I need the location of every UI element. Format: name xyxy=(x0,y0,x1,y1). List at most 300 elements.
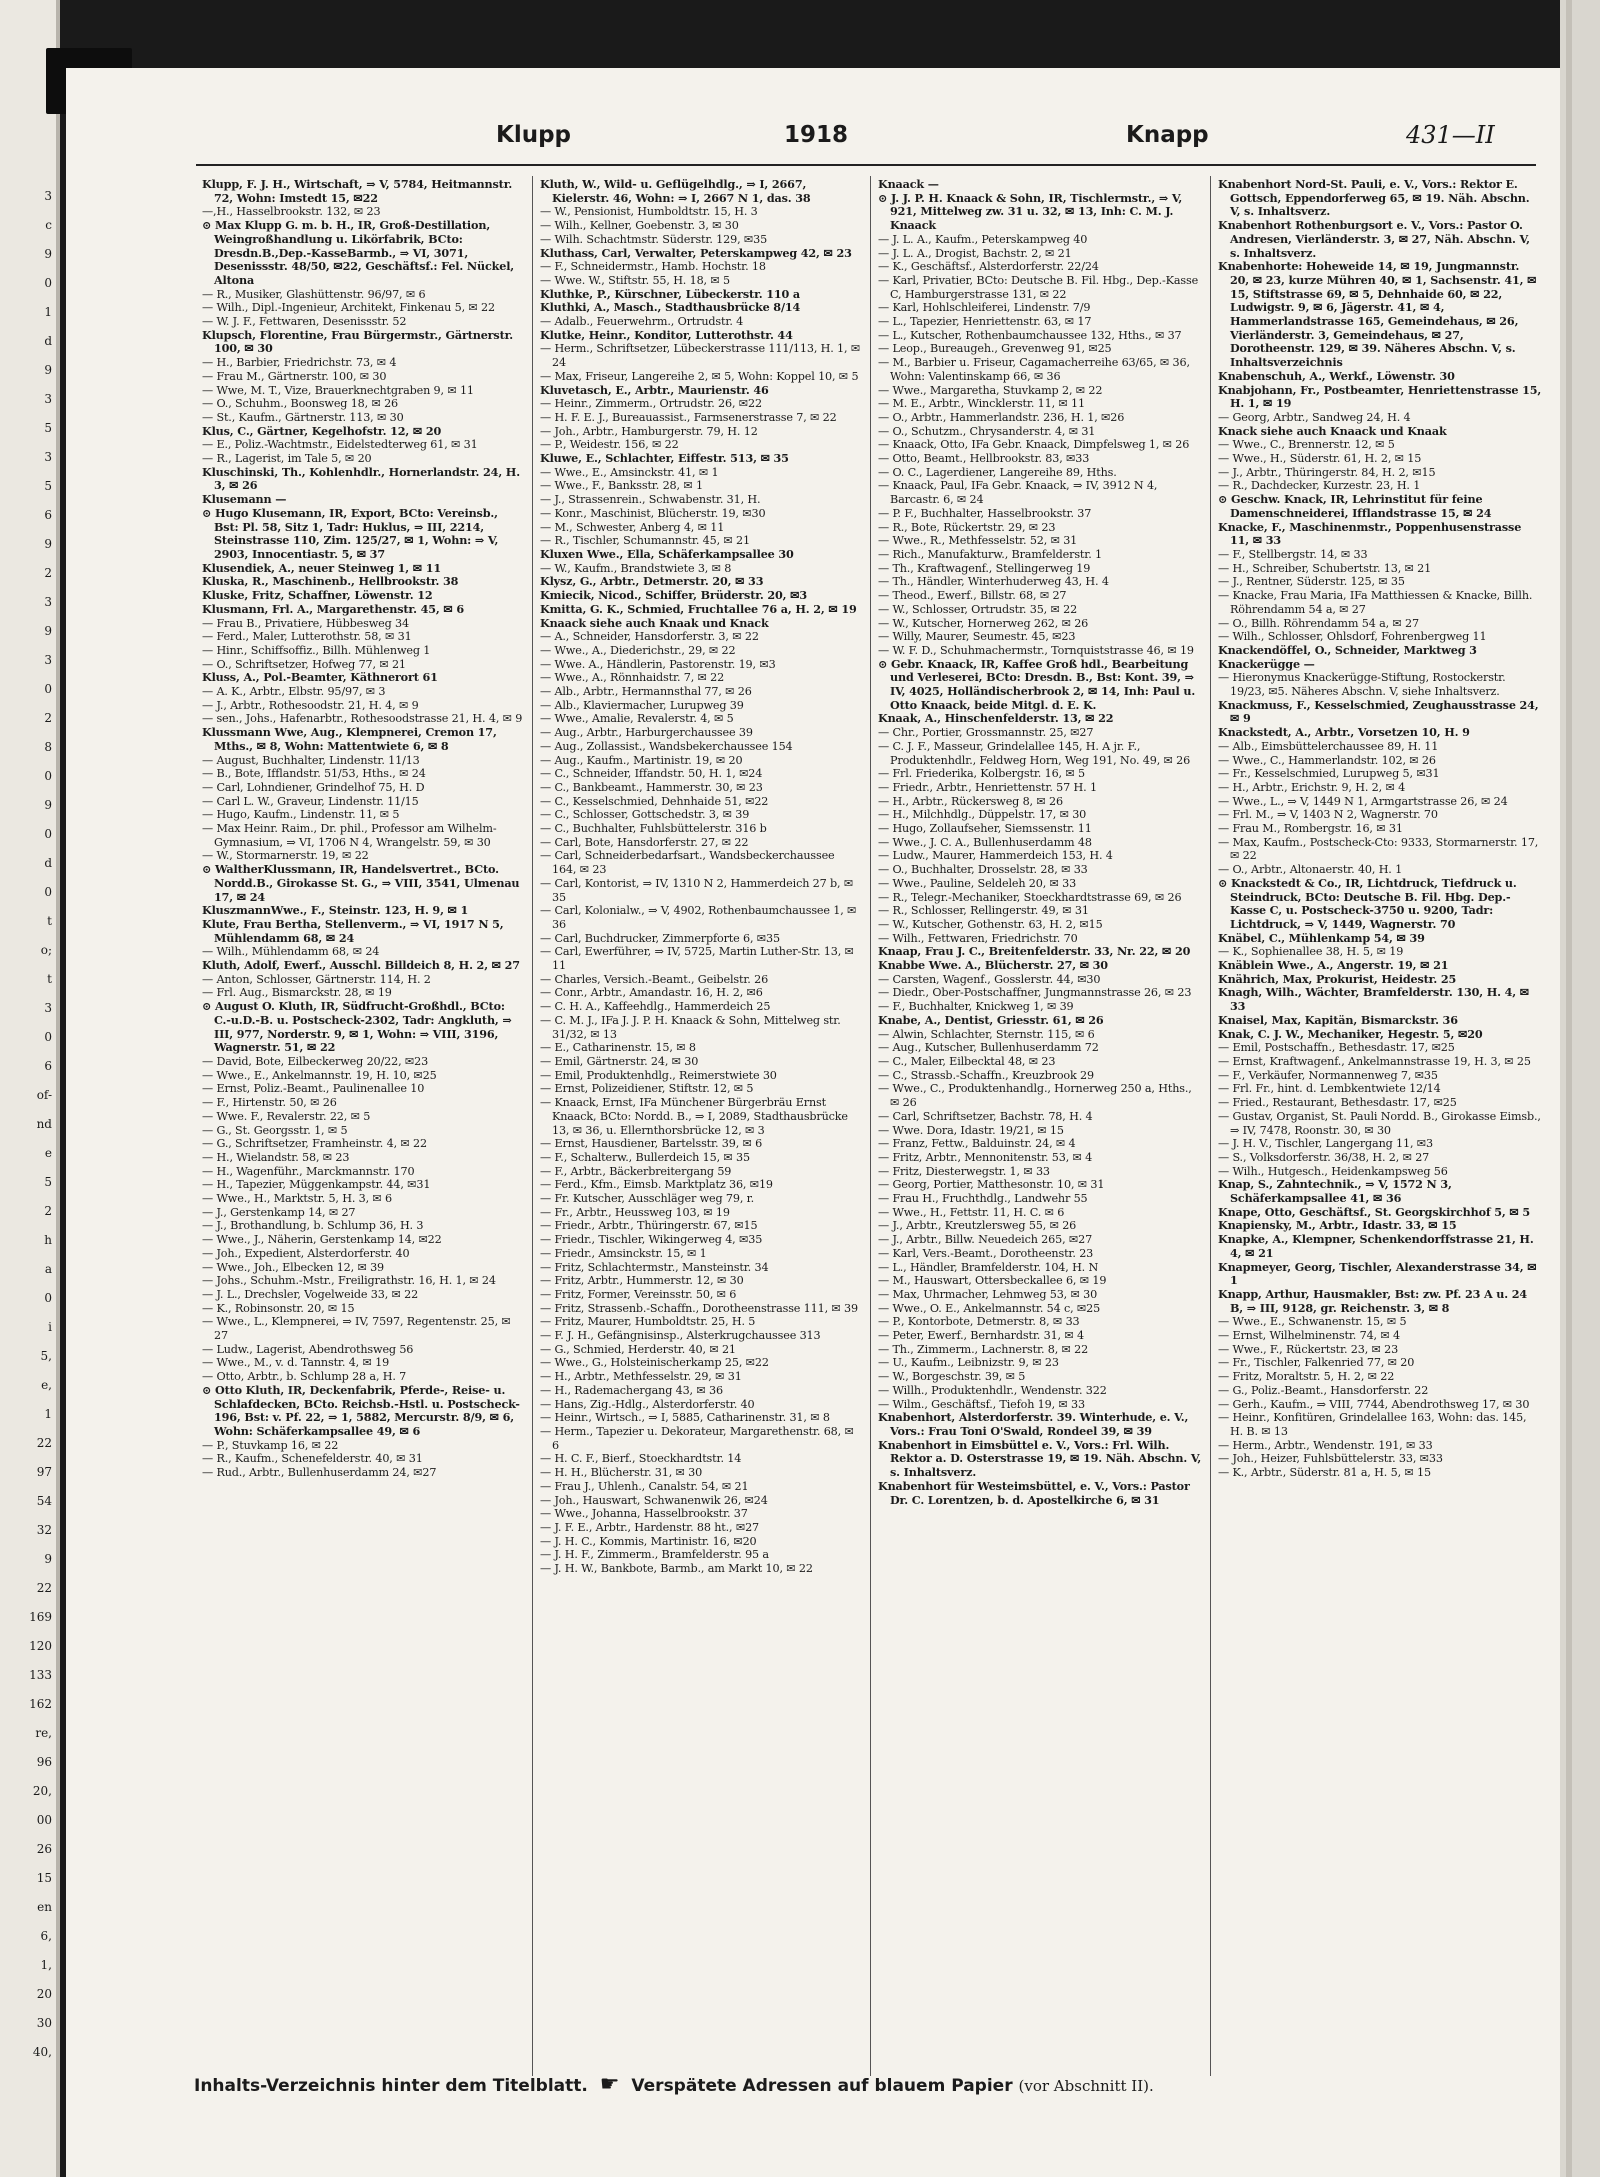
directory-entry: ⊙ Otto Kluth, IR, Deckenfabrik, Pferde-, Reise- u. Schlafdecken, BCto. Reichsb.-Hstl. u. Postscheck-196, Bst: v. Pf. 22, ⇒ 1, 5882, Mercurstr. 8/9, ✉ 6, Wohn: Schäferkampsallee 49, ✉ 6 xyxy=(202,1382,520,1438)
directory-entry: — Otto, Arbtr., b. Schlump 28 a, H. 7 xyxy=(202,1370,407,1384)
directory-entry: — Carl, Bote, Hansdorferstr. 27, ✉ 22 xyxy=(540,835,749,849)
directory-entry: — Fritz, Diesterwegstr. 1, ✉ 33 xyxy=(878,1164,1050,1178)
directory-entry: — Fr. Kutscher, Ausschläger weg 79, r. xyxy=(540,1192,755,1206)
directory-entry: — Frau M., Rombergstr. 16, ✉ 31 xyxy=(1218,822,1403,836)
directory-entry: Knapke, A., Klempner, Schenkendorffstrasse 21, H. 4, ✉ 21 xyxy=(1218,1232,1538,1260)
directory-entry: — Wwe., J. C. A., Bullenhuserdamm 48 xyxy=(878,835,1092,849)
directory-entry: — Friedr., Tischler, Wikingerweg 4, ✉35 xyxy=(540,1233,763,1247)
directory-entry: — W., Kaufm., Brandstwiete 3, ✉ 8 xyxy=(540,561,732,575)
directory-entry: — H., Barbier, Friedrichstr. 73, ✉ 4 xyxy=(202,356,397,370)
directory-entry: — J. L. A., Drogist, Bachstr. 2, ✉ 21 xyxy=(878,246,1072,260)
directory-entry: — Heinr., Wirtsch., ⇒ I, 5885, Catharinenstr. 31, ✉ 8 xyxy=(540,1411,830,1425)
directory-entry: — P., Kontorbote, Detmerstr. 8, ✉ 33 xyxy=(878,1315,1080,1329)
directory-entry: — W., Kutscher, Gothenstr. 63, H. 2, ✉15 xyxy=(878,917,1103,931)
directory-entry: — Knacke, Frau Maria, IFa Matthiessen & Knacke, Billh. Röhrendamm 54 a, ✉ 27 xyxy=(1218,589,1536,616)
page-number: 431—II xyxy=(1406,121,1495,149)
directory-entry: — R., Tischler, Schumannstr. 45, ✉ 21 xyxy=(540,534,750,548)
directory-entry: Kluska, R., Maschinenb., Hellbrookstr. 38 xyxy=(202,574,459,589)
directory-entry: — P., Stuvkamp 16, ✉ 22 xyxy=(202,1438,339,1452)
directory-entry: — sen., Johs., Hafenarbtr., Rothesoodstrasse 21, H. 4, ✉ 9 xyxy=(202,712,523,726)
directory-entry: Kmitta, G. K., Schmied, Fruchtallee 76 a, H. 2, ✉ 19 xyxy=(540,601,857,616)
previous-page-fragment: a xyxy=(44,1262,52,1276)
directory-entry: Knapp, Arthur, Hausmakler, Bst: zw. Pf. 23 A u. 24 B, ⇒ III, 9128, gr. Reichenstr. 3, ✉ 8 xyxy=(1218,1286,1531,1315)
previous-page-fragment: of- xyxy=(36,1088,52,1102)
directory-entry: — R., Musiker, Glashüttenstr. 96/97, ✉ 6 xyxy=(202,287,426,301)
directory-entry: Kluxen Wwe., Ella, Schäferkampsallee 30 xyxy=(540,546,794,561)
directory-entry: — E., Catharinenstr. 15, ✉ 8 xyxy=(540,1041,696,1055)
directory-entry: Klupsch, Florentine, Frau Bürgermstr., Gärtnerstr. 100, ✉ 30 xyxy=(202,327,517,356)
directory-entry: Knack siehe auch Knaack und Knaak xyxy=(1218,423,1447,438)
directory-entry: Knabenhorte: Hoheweide 14, ✉ 19, Jungmannstr. 20, ✉ 23, kurze Mühren 40, ✉ 1, Sachsenstr. 41, ✉ 15, Stiftstrasse 69, ✉ 5, Dehnhaide 60, ✉ 22, Ludwigstr. 9, ✉ 6, Jägerstr. 41, ✉ 4, Hammerlandstrasse 165, Gemeindehaus, ✉ 26, Vierländerstr. 3, Gemeindehaus, ✉ 27, Dorotheenstr. 129, ✉ 39. Näheres Abschn. V, s. Inhaltsverzeichnis xyxy=(1218,259,1541,370)
directory-entry: — H., Milchhdlg., Düppelstr. 17, ✉ 30 xyxy=(878,808,1087,822)
previous-page-fragment: 97 xyxy=(36,1465,52,1479)
directory-entry: — Friedr., Arbtr., Thüringerstr. 67, ✉15 xyxy=(540,1219,758,1233)
directory-entry: — J. H. V., Tischler, Langergang 11, ✉3 xyxy=(1218,1137,1433,1151)
directory-entry: — August, Buchhalter, Lindenstr. 11/13 xyxy=(202,753,420,767)
directory-entry: — Wwe., F., Rückertstr. 23, ✉ 23 xyxy=(1218,1342,1399,1356)
directory-entry: — Wilh., Fettwaren, Friedrichstr. 70 xyxy=(878,931,1078,945)
page-footer xyxy=(194,2074,1554,2097)
previous-page-fragment: t xyxy=(47,972,52,986)
directory-entry: — Leop., Bureaugeh., Grevenweg 91, ✉25 xyxy=(878,342,1112,356)
directory-entry: — W., Pensionist, Humboldtstr. 15, H. 3 xyxy=(540,205,758,219)
directory-entry: — F., Hirtenstr. 50, ✉ 26 xyxy=(202,1096,337,1110)
previous-page-fragment: 22 xyxy=(36,1581,52,1595)
directory-entry: — Fritz, Strassenb.-Schaffn., Dorotheenstrasse 111, ✉ 39 xyxy=(540,1301,858,1315)
directory-entry: — Adalb., Feuerwehrm., Ortrudstr. 4 xyxy=(540,315,744,329)
directory-entry: Kmiecik, Nicod., Schiffer, Brüderstr. 20, ✉3 xyxy=(540,588,808,603)
previous-page-fragment: 15 xyxy=(36,1871,52,1885)
previous-page-fragment: 8 xyxy=(44,740,52,754)
directory-entry: — M., Barbier u. Friseur, Cagamacherreihe 63/65, ✉ 36, Wohn: Valentinskamp 66, ✉ 36 xyxy=(878,356,1194,383)
directory-entry: — O., Schuhm., Boonsweg 18, ✉ 26 xyxy=(202,397,399,411)
column-1 xyxy=(202,178,524,2068)
directory-entry: — J., Brothandlung, b. Schlump 36, H. 3 xyxy=(202,1219,424,1233)
column-2 xyxy=(540,178,862,2068)
directory-entry: — Th., Kraftwagenf., Stellingerweg 19 xyxy=(878,561,1091,575)
directory-entry: — Wilh., Hutgesch., Heidenkampsweg 56 xyxy=(1218,1164,1448,1178)
directory-entry: Kluschinski, Th., Kohlenhdlr., Hornerlandstr. 24, H. 3, ✉ 26 xyxy=(202,464,524,493)
directory-entry: — Wwe., R., Methfesselstr. 52, ✉ 31 xyxy=(878,534,1078,548)
directory-entry: — Johs., Schuhm.-Mstr., Freiligrathstr. 16, H. 1, ✉ 24 xyxy=(202,1274,496,1288)
directory-entry: Knabenhort für Westeimsbüttel, e. V., Vors.: Pastor Dr. C. Lorentzen, b. d. Apostelkirche 6, ✉ 31 xyxy=(878,1478,1194,1507)
directory-entry: — C., Strassb.-Schaffn., Kreuzbrook 29 xyxy=(878,1068,1094,1082)
previous-page-fragment: 2 xyxy=(44,1204,52,1218)
directory-entry: — H., Schreiber, Schubertstr. 13, ✉ 21 xyxy=(1218,561,1432,575)
column-3 xyxy=(878,177,1205,2068)
directory-entry: — Ferd., Maler, Lutterothstr. 58, ✉ 31 xyxy=(202,630,412,644)
directory-entry: — Wwe., Johanna, Hasselbrookstr. 37 xyxy=(540,1507,748,1521)
previous-page-fragment: 54 xyxy=(36,1494,52,1508)
directory-entry: — Carl, Buchdrucker, Zimmerpforte 6, ✉35 xyxy=(540,931,780,945)
directory-entry: Knabenschuh, A., Werkf., Löwenstr. 30 xyxy=(1218,368,1455,383)
directory-entry: — Franz, Fettw., Balduinstr. 24, ✉ 4 xyxy=(878,1137,1076,1151)
previous-page-fragment: 22 xyxy=(36,1436,52,1450)
previous-page-fragment: 9 xyxy=(44,624,52,638)
directory-entry: Kluvetasch, E., Arbtr., Maurienstr. 46 xyxy=(540,382,769,397)
directory-entry: — H., Wielandstr. 58, ✉ 23 xyxy=(202,1150,350,1164)
binding-shadow xyxy=(1566,0,1572,2177)
directory-entry: — W., Schlosser, Ortrudstr. 35, ✉ 22 xyxy=(878,602,1078,616)
directory-entry: — E., Poliz.-Wachtmstr., Eidelstedterweg 61, ✉ 31 xyxy=(202,438,478,452)
directory-entry: — O., Schutzm., Chrysanderstr. 4, ✉ 31 xyxy=(878,424,1096,438)
directory-entry: — Fritz, Arbtr., Hummerstr. 12, ✉ 30 xyxy=(540,1274,744,1288)
directory-entry: — Hugo, Kaufm., Lindenstr. 11, ✉ 5 xyxy=(202,808,400,822)
directory-entry: — Th., Händler, Winterhuderweg 43, H. 4 xyxy=(878,575,1109,589)
previous-page-fragment: 5 xyxy=(44,479,52,493)
directory-entry: — J., Gerstenkamp 14, ✉ 27 xyxy=(202,1205,356,1219)
previous-page-fragment: 3 xyxy=(44,653,52,667)
header-rule xyxy=(196,164,1536,166)
directory-entry: — Carl L. W., Graveur, Lindenstr. 11/15 xyxy=(202,794,419,808)
page-header xyxy=(66,120,1566,160)
directory-entry: — Rud., Arbtr., Bullenhuserdamm 24, ✉27 xyxy=(202,1466,437,1480)
directory-entry: — F., Buchhalter, Knickweg 1, ✉ 39 xyxy=(878,1000,1074,1014)
directory-entry: Klusendiek, A., neuer Steinweg 1, ✉ 11 xyxy=(202,560,441,575)
previous-page-fragment: t xyxy=(47,914,52,928)
directory-entry: — Wwe, M. T., Vize, Brauerknechtgraben 9, ✉ 11 xyxy=(202,383,474,397)
directory-entry: — Carl, Lohndiener, Grindelhof 75, H. D xyxy=(202,780,425,794)
directory-entry: — Emil, Postschaffn., Bethesdastr. 17, ✉25 xyxy=(1218,1041,1455,1055)
previous-page-fragment: i xyxy=(48,1320,52,1334)
directory-entry: — Frl. M., ⇒ V, 1403 N 2, Wagnerstr. 70 xyxy=(1218,808,1438,822)
directory-entry: Knaak, A., Hinschenfelderstr. 13, ✉ 22 xyxy=(878,711,1114,726)
previous-page-fragment: en xyxy=(37,1900,52,1914)
directory-entry: — Th., Zimmerm., Lachnerstr. 8, ✉ 22 xyxy=(878,1342,1089,1356)
directory-entry: — J. H. W., Bankbote, Barmb., am Markt 10, ✉ 22 xyxy=(540,1562,813,1576)
directory-entry: — Ernst, Hausdiener, Bartelsstr. 39, ✉ 6 xyxy=(540,1137,763,1151)
directory-entry: — Chr., Portier, Grossmannstr. 25, ✉27 xyxy=(878,726,1094,740)
column-divider xyxy=(870,176,871,2076)
directory-entry: — Otto, Beamt., Hellbrookstr. 83, ✉33 xyxy=(878,452,1090,466)
directory-entry: Knabenhort, Alsterdorferstr. 39. Winterhude, e. V., Vors.: Frau Toni O'Swald, Rondeel 39, ✉ 39 xyxy=(878,1410,1192,1438)
directory-entry: — Fritz, Schlachtermstr., Mansteinstr. 34 xyxy=(540,1260,769,1274)
footer-index-note: Inhalts-Verzeichnis hinter dem Titelblatt. xyxy=(194,2076,588,2096)
previous-page-fragment: 6, xyxy=(40,1929,52,1943)
directory-entry: — Frau H., Fruchthdlg., Landwehr 55 xyxy=(878,1192,1088,1206)
directory-entry: — W. F. D., Schuhmachermstr., Tornquiststrasse 46, ✉ 19 xyxy=(878,643,1194,657)
directory-entry: ⊙ J. J. P. H. Knaack & Sohn, IR, Tischlermstr., ⇒ V, 921, Mittelweg zw. 31 u. 32, ✉ 13, Inh: C. M. J. Knaack xyxy=(878,190,1186,233)
directory-entry: — Joh., Expedient, Alsterdorferstr. 40 xyxy=(202,1246,410,1260)
directory-entry: — K., Sophienallee 38, H. 5, ✉ 19 xyxy=(1218,945,1404,959)
directory-entry: — R., Lagerist, im Tale 5, ✉ 20 xyxy=(202,452,372,466)
directory-entry: — Wwe. A., Händlerin, Pastorenstr. 19, ✉3 xyxy=(540,657,776,671)
directory-entry: — Joh., Heizer, Fuhlsbüttelerstr. 33, ✉33 xyxy=(1218,1452,1443,1466)
directory-entry: — P. F., Buchhalter, Hasselbrookstr. 37 xyxy=(878,506,1092,520)
directory-entry: — Friedr., Arbtr., Henriettenstr. 57 H. 1 xyxy=(878,780,1097,794)
directory-entry: — Wwe. Dora, Idastr. 19/21, ✉ 15 xyxy=(878,1123,1064,1137)
directory-entry: ⊙ August O. Kluth, IR, Südfrucht-Großhdl., BCto: C.-u.D.-B. u. Postscheck-2302, Tadr: Angkluth, ⇒ III, 977, Norderstr. 9, ✉ 1, Wohn: ⇒ VIII, 3196, Wagnerstr. 51, ✉ 22 xyxy=(202,999,516,1055)
directory-entry: Knaack — xyxy=(878,177,939,191)
previous-page-fragment: 40, xyxy=(32,2045,52,2059)
directory-entry: — Wwe., H., Süderstr. 61, H. 2, ✉ 15 xyxy=(1218,452,1422,466)
directory-entry: Kluthke, P., Kürschner, Lübeckerstr. 110 a xyxy=(540,286,801,301)
directory-entry: — Fritz, Moraltstr. 5, H. 2, ✉ 22 xyxy=(1218,1370,1395,1384)
directory-entry: — Hans, Zig.-Hdlg., Alsterdorferstr. 40 xyxy=(540,1397,755,1411)
directory-entry: Knackstedt, A., Arbtr., Vorsetzen 10, H. 9 xyxy=(1218,725,1470,740)
directory-entry: Klussmann Wwe, Aug., Klempnerei, Cremon 17, Mths., ✉ 8, Wohn: Mattentwiete 6, ✉ 8 xyxy=(202,725,501,753)
directory-entry: Knagh, Wilh., Wächter, Bramfelderstr. 130, H. 4, ✉ 33 xyxy=(1218,985,1533,1014)
directory-entry: — Hieronymus Knackerügge-Stiftung, Rostockerstr. 19/23, ✉5. Näheres Abschn. V, siehe Inhaltsverz. xyxy=(1218,671,1509,699)
directory-entry: — H., Arbtr., Rückersweg 8, ✉ 26 xyxy=(878,794,1063,808)
previous-page-fragment: 0 xyxy=(44,1030,52,1044)
directory-entry: Knabenhort Rothenburgsort e. V., Vors.: Pastor O. Andresen, Vierländerstr. 3, ✉ 27, Näh. Abschn. V, s. Inhaltsverz. xyxy=(1218,218,1534,260)
previous-page-fragment: 0 xyxy=(44,827,52,841)
directory-entry: — R., Schlosser, Rellingerstr. 49, ✉ 31 xyxy=(878,904,1089,918)
directory-entry: — M. E., Arbtr., Wincklerstr. 11, ✉ 11 xyxy=(878,397,1085,411)
directory-entry: ⊙ Knackstedt & Co., IR, Lichtdruck, Tiefdruck u. Steindruck, BCto: Deutsche B. Fil. Hbg. Dep.-Kasse C, u. Postscheck-3750 u. 9200, Tadr: Lichtdruck, ⇒ V, 1449, Wagnerstr. 70 xyxy=(1218,875,1521,931)
directory-entry: — J. F. E., Arbtr., Hardenstr. 88 ht., ✉27 xyxy=(540,1520,760,1534)
directory-entry: — Fr., Kesselschmied, Lurupweg 5, ✉31 xyxy=(1218,767,1440,781)
directory-entry: — Karl, Hohlschleiferei, Lindenstr. 7/9 xyxy=(878,301,1091,315)
directory-entry: — Georg, Arbtr., Sandweg 24, H. 4 xyxy=(1218,410,1411,424)
directory-entry: Knabenhort Nord-St. Pauli, e. V., Vors.: Rektor E. Gottsch, Eppendorferweg 65, ✉ 19. Näh. Abschn. V, s. Inhaltsverz. xyxy=(1218,177,1534,219)
directory-entry: — W., Borgeschstr. 39, ✉ 5 xyxy=(878,1370,1026,1384)
directory-entry: — C., Bankbeamt., Hammerstr. 30, ✉ 23 xyxy=(540,780,763,794)
directory-entry: — Frau J., Uhlenh., Canalstr. 54, ✉ 21 xyxy=(540,1479,749,1493)
directory-entry: — Wwe., Joh., Elbecken 12, ✉ 39 xyxy=(202,1260,385,1274)
directory-entry: — Emil, Gärtnerstr. 24, ✉ 30 xyxy=(540,1055,699,1068)
directory-entry: — W. J. F., Fettwaren, Desenissstr. 52 xyxy=(202,315,407,329)
directory-entry: — Joh., Hauswart, Schwanenwik 26, ✉24 xyxy=(540,1493,768,1507)
directory-entry: — Ludw., Lagerist, Abendrothsweg 56 xyxy=(202,1342,414,1356)
footer-late-addresses-note: Verspätete Adressen auf blauem Papier xyxy=(631,2076,1013,2096)
column-divider xyxy=(1210,176,1211,2076)
directory-entry: — Willh., Produktenhdlr., Wendenstr. 322 xyxy=(878,1383,1107,1397)
directory-entry: — Wilm., Geschäftsf., Tiefoh 19, ✉ 33 xyxy=(878,1397,1085,1411)
previous-page-fragment: 32 xyxy=(36,1523,52,1537)
previous-page-fragment: 169 xyxy=(29,1610,52,1624)
directory-entry: — Max Heinr. Raim., Dr. phil., Professor am Wilhelm-Gymnasium, ⇒ VI, 1706 N 4, Wrangelstr. 59, ✉ 30 xyxy=(202,822,497,849)
previous-page-fragment: 9 xyxy=(44,247,52,261)
header-year: 1918 xyxy=(784,122,849,148)
previous-page-fragment: d xyxy=(44,334,52,348)
directory-entry: — Wwe., Pauline, Seldeleh 20, ✉ 33 xyxy=(878,876,1077,890)
directory-entry: Klupp, F. J. H., Wirtschaft, ⇒ V, 5784, Heitmannstr. 72, Wohn: Imstedt 15, ✉22 xyxy=(202,177,516,205)
directory-entry: — Max, Kaufm., Postscheck-Cto: 9333, Stormarnerstr. 17, ✉ 22 xyxy=(1218,835,1542,863)
directory-entry: — Rich., Manufakturw., Bramfelderstr. 1 xyxy=(878,547,1103,561)
directory-entry: — Knaack, Paul, IFa Gebr. Knaack, ⇒ IV, 3912 N 4, Barcastr. 6, ✉ 24 xyxy=(878,479,1161,507)
directory-entry: — Heinr., Konfitüren, Grindelallee 163, Wohn: das. 145, H. B. ✉ 13 xyxy=(1218,1411,1530,1438)
directory-entry: — Carl, Ewerführer, ⇒ IV, 5725, Martin Luther-Str. 13, ✉ 11 xyxy=(540,945,858,973)
directory-entry: — Fritz, Former, Vereinsstr. 50, ✉ 6 xyxy=(540,1287,737,1301)
directory-entry: — Frau M., Gärtnerstr. 100, ✉ 30 xyxy=(202,369,387,383)
directory-entry: — Wilh., Mühlendamm 68, ✉ 24 xyxy=(202,945,380,959)
directory-entry: — H., Tapezier, Müggenkampstr. 44, ✉31 xyxy=(202,1178,431,1192)
directory-entry: — J. L., Drechsler, Vogelweide 33, ✉ 22 xyxy=(202,1287,419,1301)
directory-entry: — Fr., Arbtr., Heussweg 103, ✉ 19 xyxy=(540,1205,730,1219)
directory-entry: — Georg, Portier, Matthesonstr. 10, ✉ 31 xyxy=(878,1178,1105,1192)
directory-entry: — C., Schneider, Iffandstr. 50, H. 1, ✉24 xyxy=(540,767,763,781)
directory-entry: Knap, S., Zahntechnik., ⇒ V, 1572 N 3, Schäferkampsallee 41, ✉ 36 xyxy=(1218,1177,1456,1206)
directory-entry: Knabenhort in Eimsbüttel e. V., Vors.: Frl. Wilh. Rektor a. D. Osterstrasse 19, ✉ 19. Näh. Abschn. V, s. Inhaltsverz. xyxy=(878,1437,1205,1480)
directory-entry: — C., Schlosser, Gottschedstr. 3, ✉ 39 xyxy=(540,808,750,822)
directory-entry: — Wwe., J., Näherin, Gerstenkamp 14, ✉22 xyxy=(202,1233,442,1247)
directory-entry: — H., Arbtr., Erichstr. 9, H. 2, ✉ 4 xyxy=(1218,780,1406,794)
directory-entry: — Wwe. W., Stiftstr. 55, H. 18, ✉ 5 xyxy=(540,273,730,287)
directory-entry: — Alb., Klaviermacher, Lurupweg 39 xyxy=(540,698,744,712)
directory-entry: — Ludw., Maurer, Hammerdeich 153, H. 4 xyxy=(878,849,1113,863)
directory-entry: — K., Geschäftsf., Alsterdorferstr. 22/24 xyxy=(878,260,1099,274)
directory-entry: — G., Poliz.-Beamt., Hansdorferstr. 22 xyxy=(1218,1383,1429,1397)
directory-entry: Kluthki, A., Masch., Stadthausbrücke 8/14 xyxy=(540,300,801,315)
previous-page-fragment: 162 xyxy=(29,1697,52,1711)
directory-entry: Knäbel, C., Mühlenkamp 54, ✉ 39 xyxy=(1218,930,1425,945)
previous-page-fragment: 6 xyxy=(44,1059,52,1073)
directory-entry: — R., Bote, Rückertstr. 29, ✉ 23 xyxy=(878,520,1056,534)
directory-entry: — Wwe., E., Amsinckstr. 41, ✉ 1 xyxy=(540,465,719,479)
directory-entry: — S., Volksdorferstr. 36/38, H. 2, ✉ 27 xyxy=(1218,1150,1430,1164)
directory-entry: Knapiensky, M., Arbtr., Idastr. 33, ✉ 15 xyxy=(1218,1218,1457,1233)
previous-page-fragment: 0 xyxy=(44,769,52,783)
directory-entry: — J., Arbtr., Kreutzlersweg 55, ✉ 26 xyxy=(878,1219,1077,1233)
previous-page-fragment: o; xyxy=(40,943,52,957)
previous-page-fragment: 5 xyxy=(44,421,52,435)
directory-entry: — Fritz, Maurer, Humboldtstr. 25, H. 5 xyxy=(540,1315,756,1329)
directory-entry: — Ferd., Kfm., Eimsb. Marktplatz 36, ✉19 xyxy=(540,1178,773,1192)
directory-entry: — Wwe., L., ⇒ V, 1449 N 1, Armgartstrasse 26, ✉ 24 xyxy=(1218,794,1508,808)
directory-entry: — Konr., Maschinist, Blücherstr. 19, ✉30 xyxy=(540,506,766,520)
directory-entry: — Wwe., L., Klempnerei, ⇒ IV, 7597, Regentenstr. 25, ✉ 27 xyxy=(202,1315,515,1343)
directory-entry: — H., Rademachergang 43, ✉ 36 xyxy=(540,1383,723,1397)
directory-entry: — Aug., Kaufm., Martinistr. 19, ✉ 20 xyxy=(540,753,743,767)
directory-entry: — Alb., Arbtr., Hermannsthal 77, ✉ 26 xyxy=(540,685,752,699)
directory-entry: Kluss, A., Pol.-Beamter, Käthnerort 61 xyxy=(202,670,438,685)
directory-entry: — J. H. C., Kommis, Martinistr. 16, ✉20 xyxy=(540,1534,757,1548)
previous-page-fragment: re, xyxy=(35,1726,52,1740)
directory-entry: — Aug., Arbtr., Harburgerchaussee 39 xyxy=(540,726,753,740)
directory-entry: — O., Arbtr., Altonaerstr. 40, H. 1 xyxy=(1218,863,1403,877)
previous-page-fragment: 9 xyxy=(44,537,52,551)
directory-entry: — Alwin, Schlachter, Sternstr. 115, ✉ 6 xyxy=(878,1027,1095,1041)
directory-entry: — Wwe., M., v. d. Tannstr. 4, ✉ 19 xyxy=(202,1356,390,1370)
directory-entry: — Carl, Schriftsetzer, Bachstr. 78, H. 4 xyxy=(878,1109,1093,1123)
directory-entry: — Wwe., Margaretha, Stuvkamp 2, ✉ 22 xyxy=(878,383,1103,397)
directory-entry: — Wwe., F., Banksstr. 28, ✉ 1 xyxy=(540,479,703,493)
previous-page-fragment: 0 xyxy=(44,682,52,696)
directory-entry: — Wwe., E., Schwanenstr. 15, ✉ 5 xyxy=(1218,1315,1407,1329)
directory-entry: — U., Kaufm., Leibnizstr. 9, ✉ 23 xyxy=(878,1356,1059,1370)
footer-section-note: (vor Abschnitt II). xyxy=(1018,2077,1154,2095)
directory-entry: — L., Kutscher, Rothenbaumchaussee 132, Hths., ✉ 37 xyxy=(878,328,1182,342)
column-4 xyxy=(1218,177,1545,2068)
directory-entry: Knährich, Max, Prokurist, Heidestr. 25 xyxy=(1218,971,1457,986)
header-left-word: Klupp xyxy=(496,122,572,148)
directory-entry: — Fritz, Arbtr., Mennonitenstr. 53, ✉ 4 xyxy=(878,1150,1093,1164)
directory-page xyxy=(66,68,1566,2177)
directory-entry: — O., Billh. Röhrendamm 54 a, ✉ 27 xyxy=(1218,616,1419,630)
directory-entry: — Wilh. Schachtmstr. Süderstr. 129, ✉35 xyxy=(540,232,768,246)
directory-entry: — Wwe., H., Marktstr. 5, H. 3, ✉ 6 xyxy=(202,1192,393,1206)
directory-entry: — Emil, Produktenhdlg., Reimerstwiete 30 xyxy=(540,1068,777,1082)
directory-entry: — H., Arbtr., Methfesselstr. 29, ✉ 31 xyxy=(540,1370,742,1384)
previous-page-fragment: c xyxy=(45,218,52,232)
directory-entry: — Wilh., Schlosser, Ohlsdorf, Fohrenbergweg 11 xyxy=(1218,630,1487,644)
directory-entry: — Wwe., Amalie, Revalerstr. 4, ✉ 5 xyxy=(540,712,734,726)
directory-entry: — Knaack, Otto, IFa Gebr. Knaack, Dimpfelsweg 1, ✉ 26 xyxy=(878,438,1190,452)
previous-page-fragment: 3 xyxy=(44,189,52,203)
directory-entry: — Willy, Maurer, Seumestr. 45, ✉23 xyxy=(878,630,1076,644)
directory-entry: — Knaack, Ernst, IFa Münchener Bürgerbräu Ernst Knaack, BCto: Nordd. B., ⇒ I, 2089, Stadthausbrücke 13, ✉ 36, u. Ellernthorsbrücke 12, ✉ 3 xyxy=(540,1096,852,1137)
previous-page-fragment: 96 xyxy=(36,1755,52,1769)
directory-entry: — Wwe., A., Rönnhaidstr. 7, ✉ 22 xyxy=(540,671,725,685)
directory-entry: — Herm., Schriftsetzer, Lübeckerstrasse 111/113, H. 1, ✉ 24 xyxy=(540,342,864,370)
directory-entry: — Fr., Tischler, Falkenried 77, ✉ 20 xyxy=(1218,1356,1415,1370)
directory-entry: — Frl. Fr., hint. d. Lembkentwiete 12/14 xyxy=(1218,1082,1441,1096)
directory-entry: — Wwe., E., Ankelmannstr. 19, H. 10, ✉25 xyxy=(202,1068,437,1082)
directory-entry: Knackmuss, F., Kesselschmied, Zeughausstrasse 24, ✉ 9 xyxy=(1218,697,1543,726)
directory-entry: — Fried., Restaurant, Bethesdastr. 17, ✉25 xyxy=(1218,1096,1457,1110)
directory-entry: — F., Stellbergstr. 14, ✉ 33 xyxy=(1218,547,1368,561)
directory-entry: — Max, Friseur, Langereihe 2, ✉ 5, Wohn: Koppel 10, ✉ 5 xyxy=(540,369,859,383)
previous-page-fragment: 26 xyxy=(36,1842,52,1856)
directory-entry: — R., Kaufm., Schenefelderstr. 40, ✉ 31 xyxy=(202,1452,423,1466)
previous-page-fragment: e xyxy=(44,1146,52,1160)
directory-entry: — Gerh., Kaufm., ⇒ VIII, 7744, Abendrothsweg 17, ✉ 30 xyxy=(1218,1397,1530,1411)
directory-entry: — David, Bote, Eilbeckerweg 20/22, ✉23 xyxy=(202,1055,429,1068)
directory-entry: — Wwe., O. E., Ankelmannstr. 54 c, ✉25 xyxy=(878,1301,1101,1315)
previous-page-fragment: 2 xyxy=(44,566,52,580)
book-binding-edge xyxy=(1560,0,1600,2177)
directory-entry: — C., Kesselschmied, Dehnhaide 51, ✉22 xyxy=(540,794,769,808)
previous-page-fragment: 3 xyxy=(44,1001,52,1015)
directory-entry: — L., Händler, Bramfelderstr. 104, H. N xyxy=(878,1260,1099,1274)
previous-page-fragment: 133 xyxy=(29,1668,52,1682)
directory-entry: — G., Schriftsetzer, Framheinstr. 4, ✉ 22 xyxy=(202,1137,427,1151)
previous-page-fragment: 5, xyxy=(40,1349,52,1363)
directory-entry: — Alb., Eimsbüttelerchaussee 89, H. 11 xyxy=(1218,739,1439,753)
directory-entry: — Wilh., Dipl.-Ingenieur, Architekt, Finkenau 5, ✉ 22 xyxy=(202,301,495,315)
directory-entry: Klysz, G., Arbtr., Detmerstr. 20, ✉ 33 xyxy=(540,574,764,589)
previous-page-fragment: 3 xyxy=(44,595,52,609)
directory-entry: — C. H. A., Kaffeehdlg., Hammerdeich 25 xyxy=(540,1000,771,1014)
directory-entry: — C., Maler, Eilbecktal 48, ✉ 23 xyxy=(878,1055,1056,1068)
directory-entry: — A., Schneider, Hansdorferstr. 3, ✉ 22 xyxy=(540,630,759,644)
directory-entry: — J., Arbtr., Billw. Neuedeich 265, ✉27 xyxy=(878,1233,1093,1247)
directory-entry: — R., Telegr.-Mechaniker, Stoeckhardtstrasse 69, ✉ 26 xyxy=(878,890,1182,904)
previous-page-fragment: 00 xyxy=(36,1813,52,1827)
previous-page-edge xyxy=(0,0,60,2177)
directory-entry: Knackerügge — xyxy=(1218,656,1315,671)
directory-entry: ⊙ WaltherKlussmann, IR, Handelsvertret., BCto. Nordd.B., Girokasse St. G., ⇒ VIII, 3541, Ulmenau 17, ✉ 24 xyxy=(202,862,524,904)
directory-entry: Klutke, Heinr., Konditor, Lutterothstr. 44 xyxy=(540,327,793,342)
directory-entry: — Wwe., G., Holsteinischerkamp 25, ✉22 xyxy=(540,1356,769,1370)
directory-entry: — Ernst, Poliz.-Beamt., Paulinenallee 10 xyxy=(202,1082,425,1096)
previous-page-fragment: 30 xyxy=(36,2016,52,2030)
directory-entry: — Wwe., H., Fettstr. 11, H. C. ✉ 6 xyxy=(878,1205,1065,1219)
directory-entry: KluszmannWwe., F., Steinstr. 123, H. 9, ✉ 1 xyxy=(202,903,469,918)
previous-page-fragment: 3 xyxy=(44,450,52,464)
directory-entry: — Frl. Aug., Bismarckstr. 28, ✉ 19 xyxy=(202,986,392,1000)
directory-entry: — Aug., Kutscher, Bullenhuserdamm 72 xyxy=(878,1041,1099,1055)
directory-entry: — J., Strassenrein., Schwabenstr. 31, H. xyxy=(540,493,761,507)
directory-entry: — St., Kaufm., Gärtnerstr. 113, ✉ 30 xyxy=(202,410,404,424)
directory-entry: — O., Arbtr., Hammerlandstr. 236, H. 1, ✉26 xyxy=(878,410,1125,424)
directory-entry: — H. C. F., Bierf., Stoeckhardtstr. 14 xyxy=(540,1452,742,1466)
directory-entry: — O. C., Lagerdiener, Langereihe 89, Hths. xyxy=(878,465,1117,479)
directory-entry: — Aug., Zollassist., Wandsbekerchaussee 154 xyxy=(540,739,793,753)
directory-entry: Kluth, W., Wild- u. Geflügelhdlg., ⇒ I, 2667, Kielerstr. 46, Wohn: ⇒ I, 2667 N 1, das. 38 xyxy=(540,177,811,205)
directory-entry: Knak, C. J. W., Mechaniker, Hegestr. 5, ✉20 xyxy=(1218,1026,1483,1041)
directory-entry: Kluske, Fritz, Schaffner, Löwenstr. 12 xyxy=(202,588,433,603)
previous-page-fragment: 120 xyxy=(29,1639,52,1653)
directory-entry: — O., Schriftsetzer, Hofweg 77, ✉ 21 xyxy=(202,657,406,671)
previous-page-fragment: 5 xyxy=(44,1175,52,1189)
directory-entry: — Carl, Kontorist, ⇒ IV, 1310 N 2, Hammerdeich 27 b, ✉ 35 xyxy=(540,876,857,904)
directory-entry: — F. J. H., Gefängnisinsp., Alsterkrugchaussee 313 xyxy=(540,1329,821,1343)
directory-entry: Kluthass, Carl, Verwalter, Peterskampweg 42, ✉ 23 xyxy=(540,245,852,260)
previous-page-fragment: 2 xyxy=(44,711,52,725)
